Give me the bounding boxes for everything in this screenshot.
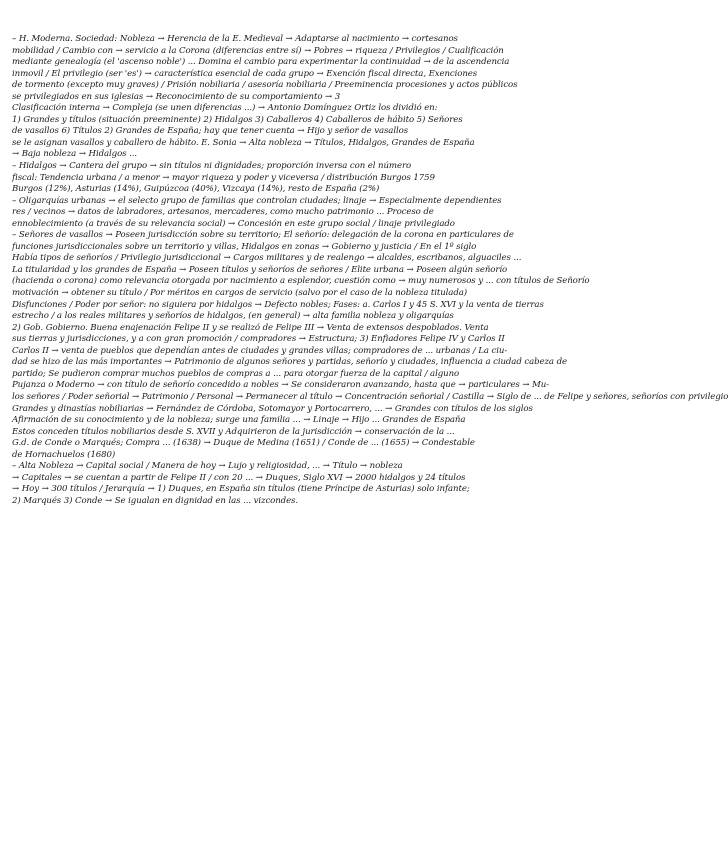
note-line: → Hoy → 300 títulos / Jerarquía → 1) Duques, en España sin títulos (tiene Príncipe de Asturias) solo infante; bbox=[12, 484, 470, 495]
note-line: Grandes y dinastías nobiliarias → Fernández de Córdoba, Sotomayor y Portocarrero, ... → Grandes con títulos de los siglos bbox=[12, 403, 533, 414]
note-line: estrecho / a los reales militares y señoríos de hidalgos, (en general) → alta familia nobleza y oligarquías bbox=[12, 311, 454, 322]
note-line: motivación → obtener su título / Por méritos en cargos de servicio (salvo por el caso de la nobleza titulada) bbox=[12, 288, 467, 299]
note-line: Pujanza o Moderno → con título de señorío concedido a nobles → Se consideraron avanzando, hasta que → particulares → Mu- bbox=[12, 380, 549, 391]
note-line: funciones jurisdiccionales sobre un territorio y villas, Hidalgos en zonas → Gobierno y justicia / En el 1º siglo bbox=[12, 241, 477, 252]
note-line: de vasallos 6) Títulos 2) Grandes de España; hay que tener cuenta → Hijo y señor de vasallos bbox=[12, 126, 409, 137]
note-line: 2) Gob. Gobierno. Buena enajenación Felipe II y se realizó de Felipe III → Venta de extensos despoblados. Venta bbox=[12, 322, 489, 333]
note-line: Carlos II → venta de pueblos que dependían antes de ciudades y grandes villas; compradores de ... urbanas / La ciu- bbox=[12, 345, 508, 356]
note-line: 2) Marqués 3) Conde → Se igualan en dignidad en las ... vizcondes. bbox=[12, 495, 299, 506]
note-line: partido; Se pudieron comprar muchos pueblos de compras a ... para otorgar fuerza de la capital / alguno bbox=[12, 368, 460, 379]
note-line: sus tierras y jurisdicciones, y a con gran promoción / compradores → Estructura; 3) Enfiadores Felipe IV y Carlos II bbox=[12, 334, 505, 345]
note-line: G.d. de Conde o Marqués; Compra ... (1638) → Duque de Medina (1651) / Conde de ... (1655) → Condestable bbox=[12, 438, 475, 449]
note-line: – Oligarquías urbanas → el selecto grupo de familias que controlan ciudades; linaje → Especialmente dependientes bbox=[12, 195, 502, 206]
note-line: fiscal: Tendencia urbana / a menor → mayor riqueza y poder y viceversa / distribución Burgos 1759 bbox=[12, 172, 435, 183]
note-line: res / vecinos → datos de labradores, artesanos, mercaderes, como mucho patrimonio ... Proceso de bbox=[12, 207, 434, 218]
note-line: – Hidalgos → Cantera del grupo → sin títulos ni dignidades; proporción inversa con el número bbox=[12, 161, 412, 172]
note-line: mediante genealogía (el 'ascenso noble') ... Domina el cambio para experimentar la continuidad → de la ascendencia bbox=[12, 57, 510, 68]
note-line: de Hornachuelos (1680) bbox=[12, 449, 116, 460]
note-line: se le asignan vasallos y caballero de hábito. E. Sonia → Alta nobleza → Títulos, Hidalgos, Grandes de España bbox=[12, 137, 475, 148]
note-line: La titularidad y los grandes de España → Poseen títulos y señoríos de señores / Elite urbana → Poseen algún señorío bbox=[12, 264, 508, 275]
note-line: Clasificación interna → Compleja (se unen diferencias ...) → Antonio Domínguez Ortiz los dividió en: bbox=[12, 103, 438, 114]
note-line: dad se hizo de las más importantes → Patrimonio de algunos señores y partidas, señorío y ciudades, influencia a ciudad cabeza de bbox=[12, 357, 567, 368]
note-line: (hacienda o corona) como relevancia otorgada por nacimiento a esplendor, cuestión como → muy numerosos y ... con títulos de Señorío bbox=[12, 276, 590, 287]
note-line: – Alta Nobleza → Capital social / Manera de hoy → Lujo y religiosidad, ... → Título → nobleza bbox=[12, 461, 403, 472]
note-line: ennoblecimiento (a través de su relevancia social) → Concesión en este grupo social / linaje privilegiado bbox=[12, 218, 455, 229]
note-line: mobilidad / Cambio con → servicio a la Corona (diferencias entre sí) → Pobres → riqueza / Privilegios / Cualificación bbox=[12, 45, 504, 56]
note-line: los señores / Poder señorial → Patrimonio / Personal → Permanecer al título → Concentración señorial / Castilla → Siglo de ... de Felipe y señores, señoríos con privilegio bbox=[12, 391, 728, 402]
note-line: → Capitales → se cuentan a partir de Felipe II / con 20 ... → Duques, Siglo XVI → 2000 hidalgos y 24 títulos bbox=[12, 472, 466, 483]
note-line: inmovil / El privilegio (ser 'es') → característica esencial de cada grupo → Exención fiscal directa, Exenciones bbox=[12, 68, 478, 79]
note-line: Disfunciones / Poder por señor: no siguiera por hidalgos → Defecto nobles; Fases: a. Carlos I y 45 S. XVI y la venta de tierras bbox=[12, 299, 544, 310]
note-line: – Señores de vasallos → Poseen jurisdicción sobre su territorio; El señorío: delegación de la corona en particulares de bbox=[12, 230, 514, 241]
note-line: Burgos (12%), Asturias (14%), Guipúzcoa (40%), Vizcaya (14%), resto de España (2%) bbox=[12, 184, 380, 195]
note-line: – H. Moderna. Sociedad: Nobleza → Herencia de la E. Medieval → Adaptarse al nacimiento → cortesanos bbox=[12, 34, 458, 44]
note-line: de tormento (excepto muy graves) / Prisión nobiliaria / asesoría nobiliaria / Preeminencia procesiones y actos públicos bbox=[12, 80, 518, 91]
note-line: se privilegiados en sus iglesias → Reconocimiento de su comportamiento → 3 bbox=[12, 91, 341, 102]
note-line: Había tipos de señoríos / Privilegio jurisdiccional → Cargos militares y de realengo → alcaldes, escribanos, alguaciles ... bbox=[12, 253, 522, 264]
note-line: Afirmación de su conocimiento y de la nobleza; surge una familia ... → Linaje → Hijo ... Grandes de España bbox=[12, 415, 466, 426]
note-line: 1) Grandes y títulos (situación preeminente) 2) Hidalgos 3) Caballeros 4) Caballeros de hábito 5) Señores bbox=[12, 114, 463, 125]
note-line: → Baja nobleza → Hidalgos ... bbox=[12, 149, 137, 160]
note-line: Estos conceden títulos nobiliarios desde S. XVII y Adquirieron de la jurisdicción → conservación de la ... bbox=[12, 426, 455, 437]
